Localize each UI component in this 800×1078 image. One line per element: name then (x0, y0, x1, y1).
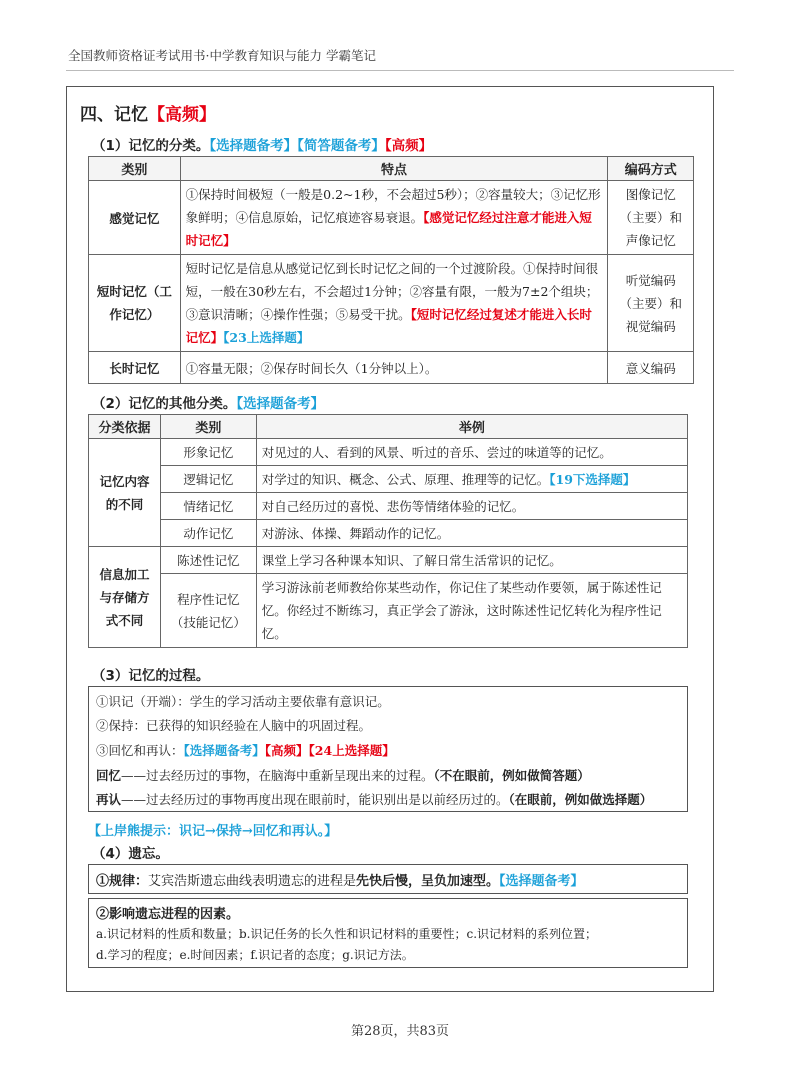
subsection-2-label: （2）记忆的其他分类。 (92, 396, 237, 412)
feature-blue-tag: 【23上选择题】 (223, 330, 310, 345)
feature-red-note: 【感觉记忆经过注意才能进入短时记忆】 (185, 210, 592, 248)
rule-tag: 【选择题备考】 (499, 874, 584, 889)
recognition-definition (96, 790, 652, 808)
subsection-4-heading: （4）遗忘。 (92, 846, 169, 862)
cell-feature (180, 181, 608, 255)
memory-other-classification-table (88, 414, 688, 648)
subsection-1-tag-a: 【选择题备考】 (209, 138, 298, 154)
table-row (89, 547, 688, 574)
cell-example: 对自己经历过的喜悦、悲伤等情绪体验的记忆。 (256, 493, 687, 520)
tip-note: 【上岸熊提示：识记→保持→回忆和再认。】 (88, 824, 338, 839)
running-header: 全国教师资格证考试用书·中学教育知识与能力 学霸笔记 (68, 48, 376, 63)
col-category: 类别 (89, 157, 181, 181)
col-basis: 分类依据 (89, 415, 161, 439)
cell-feature (180, 255, 608, 352)
section-title (80, 100, 216, 125)
cell-feature: ①容量无限；②保存时间长久（1分钟以上）。 (180, 352, 608, 384)
process-retention: ②保持：已获得的知识经验在人脑中的巩固过程。 (96, 718, 372, 733)
cell-example: 学习游泳前老师教给你某些动作，你记住了某些动作要领，属于陈述性记忆。你经过不断练习，真正学会了游泳，这时陈述性记忆转化为程序性记忆。 (256, 574, 687, 648)
header-divider (66, 70, 734, 71)
subsection-3-heading: （3）记忆的过程。 (92, 668, 210, 684)
cell-example (256, 466, 687, 493)
cell-category: 短时记忆（工作记忆） (89, 255, 181, 352)
cell-type: 陈述性记忆 (160, 547, 256, 574)
table-row (89, 574, 688, 648)
example-tag: 【19下选择题】 (549, 472, 636, 487)
cell-type: 逻辑记忆 (160, 466, 256, 493)
section-title-text: 四、记忆 (80, 105, 148, 125)
rule-text: 艾宾浩斯遗忘曲线表明遗忘的进程是 (148, 874, 357, 889)
cell-type: 动作记忆 (160, 520, 256, 547)
table-row (89, 255, 694, 352)
page-footer: 第28页，共83页 (350, 1024, 450, 1039)
rule-emphasis: 先快后慢，呈负加速型。 (356, 874, 500, 889)
cell-example: 课堂上学习各种课本知识、了解日常生活常识的记忆。 (256, 547, 687, 574)
recall-note: （不在眼前，例如做简答题） (433, 768, 590, 783)
cell-type: 形象记忆 (160, 439, 256, 466)
cell-type: 程序性记忆（技能记忆） (160, 574, 256, 648)
group-content: 记忆内容的不同 (89, 439, 161, 547)
cell-type: 情绪记忆 (160, 493, 256, 520)
subsection-2-tag: 【选择题备考】 (236, 396, 325, 412)
cell-category: 感觉记忆 (89, 181, 181, 255)
cell-example: 对见过的人、看到的风景、听过的音乐、尝过的味道等的记忆。 (256, 439, 687, 466)
process-recall-recognition (96, 741, 395, 759)
feature-red-note: 【短时记忆经过复述才能进入长时记忆】 (185, 307, 592, 345)
recall-tag-a: 【选择题备考】 (183, 743, 265, 758)
cell-encoding: 意义编码 (608, 352, 694, 384)
table-row (89, 493, 688, 520)
recall-definition (96, 766, 590, 784)
feature-text: ①保持时间极短（一般是0.2~1秒，不会超过5秒）；②容量较大；③记忆形象鲜明；④信息原始，记忆痕迹容易衰退。 (185, 187, 601, 225)
recognition-term: 再认 (96, 792, 122, 807)
table-row (89, 439, 688, 466)
recognition-note: （在眼前，例如做选择题） (508, 792, 653, 807)
subsection-1-label: （1）记忆的分类。 (92, 138, 210, 154)
forgetting-rule (96, 870, 584, 889)
feature-text: 短时记忆是信息从感觉记忆到长时记忆之间的一个过渡阶段。①保持时间很短，一般在30秒左右，不会超过1分钟；②容量有限，一般为7±2个组块；③意识清晰；④操作性强；⑤易受干扰。 (185, 261, 599, 322)
factors-line-1: a.识记材料的性质和数量；b.识记任务的长久性和识记材料的重要性；c.识记材料的系列位置； (96, 927, 598, 941)
table-row (89, 352, 694, 384)
recognition-text: ——过去经历过的事物再度出现在眼前时，能识别出是以前经历过的。 (121, 792, 509, 807)
subsection-1-heading (92, 134, 432, 154)
cell-encoding: 图像记忆（主要）和声像记忆 (608, 181, 694, 255)
factors-title: ②影响遗忘进程的因素。 (96, 907, 240, 922)
table-row (89, 520, 688, 547)
table-header-row (89, 415, 688, 439)
subsection-1-tag-b: 【简答题备考】 (297, 138, 385, 154)
table-header-row (89, 157, 694, 181)
cell-encoding: 听觉编码（主要）和视觉编码 (608, 255, 694, 352)
rule-label: ①规律： (96, 874, 149, 889)
recall-term: 回忆 (96, 768, 122, 783)
recall-tag-b: 【高频】 (264, 743, 309, 758)
cell-example: 对游泳、体操、舞蹈动作的记忆。 (256, 520, 687, 547)
group-processing: 信息加工与存储方式不同 (89, 547, 161, 648)
recall-text: ——过去经历过的事物，在脑海中重新呈现出来的过程。 (121, 768, 434, 783)
process-encoding: ①识记（开端）：学生的学习活动主要依靠有意识记。 (96, 694, 390, 709)
table-row (89, 466, 688, 493)
subsection-2-heading (92, 392, 324, 412)
subsection-1-tag-c: 【高频】 (384, 138, 433, 154)
factors-line-2: d.学习的程度；e.时间因素；f.识记者的态度；g.识记方法。 (96, 948, 414, 962)
recall-tag-c: 【24上选择题】 (308, 743, 395, 758)
section-title-tag: 【高频】 (148, 105, 216, 125)
recall-label: ③回忆和再认： (96, 743, 184, 758)
table-row (89, 181, 694, 255)
example-text: 对学过的知识、概念、公式、原理、推理等的记忆。 (261, 472, 550, 487)
col-type: 类别 (160, 415, 256, 439)
col-example: 举例 (256, 415, 687, 439)
memory-classification-table (88, 156, 694, 384)
col-encoding: 编码方式 (608, 157, 694, 181)
cell-category: 长时记忆 (89, 352, 181, 384)
col-feature: 特点 (180, 157, 608, 181)
